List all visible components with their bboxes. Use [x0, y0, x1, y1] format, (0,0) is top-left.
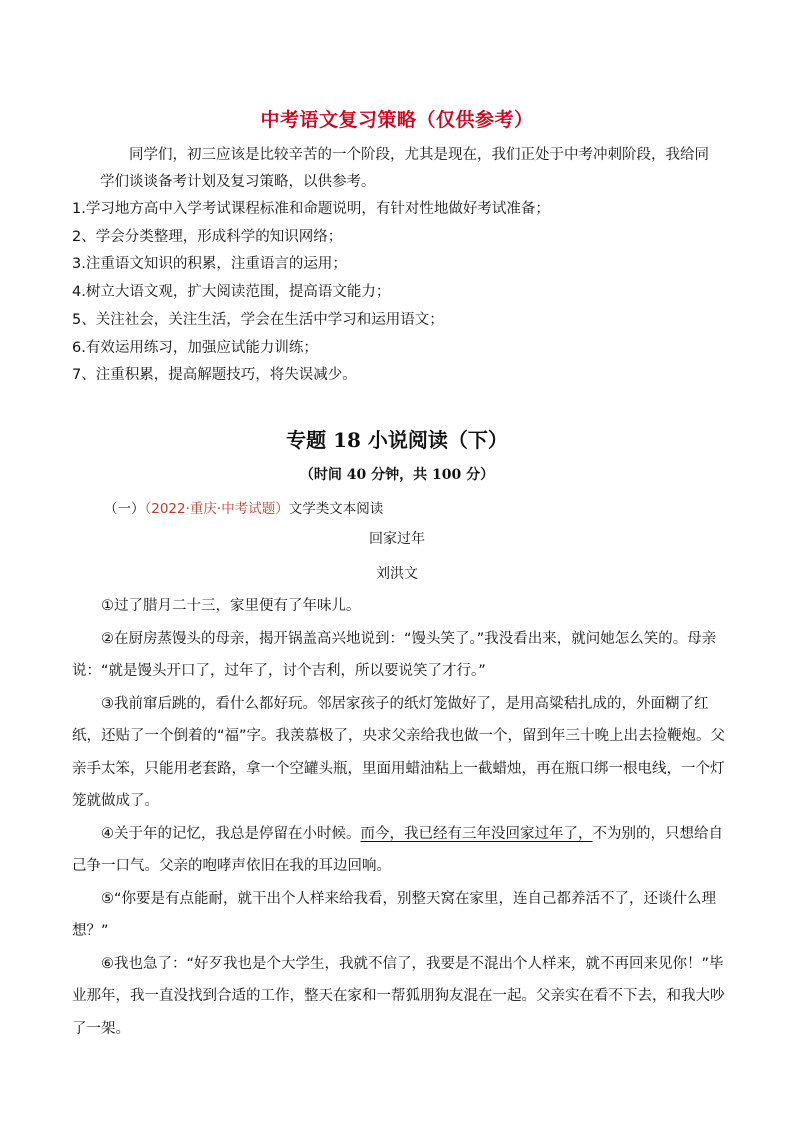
section-type: 文学类文本阅读	[288, 501, 384, 517]
paragraph-4-end: 不为别的，只想给自己争一口气。父亲的咆哮声依旧在我的耳边回响。	[72, 825, 723, 874]
story-author: 刘洪文	[376, 566, 418, 582]
paragraph-4-start: ④关于年的记忆，我总是停留在小时候。	[101, 825, 361, 842]
paragraph-3: ③我前窜后跳的，看什么都好玩。邻居家孩子的纸灯笼做好了，是用高粱秸扎成的，外面糊了红纸，还贴了一个倒着的“福”字。我羡慕极了，央求父亲给我也做一个，留到年三十晚上出去捡鞭炮。父亲手太笨，只能用老套路，拿一个空罐头瓶，里面用蜡油粘上一截蜡烛，再在瓶口绑一根电线，一个灯笼就做成了。	[72, 695, 726, 809]
paragraph-5: ⑤“你要是有点能耐，就干出个人样来给我看，别整天窝在家里，连自己都养活不了，还谈什么理想？”	[72, 890, 717, 939]
strategy-list	[72, 196, 732, 390]
paragraph-1: ①过了腊月二十三，家里便有了年味儿。	[101, 598, 361, 614]
strategy-item: 2、学会分类整理，形成科学的知识网络；	[72, 228, 343, 245]
exam-source: （2022·重庆·中考试题）	[144, 501, 289, 517]
strategy-item: 3.注重语文知识的积累，注重语言的运用；	[72, 256, 347, 273]
strategy-item: 5、关注社会，关注生活，学会在生活中学习和运用语文；	[72, 311, 444, 328]
section-number: （一）	[104, 501, 145, 517]
story-title: 回家过年	[369, 531, 425, 547]
section-heading	[104, 497, 383, 517]
strategy-item: 1.学习地方高中入学考试课程标准和命题说明，有针对性地做好考试准备；	[72, 201, 550, 217]
strategy-item: 6.有效运用练习，加强应试能力训练；	[72, 339, 318, 356]
time-note: （时间 40 分钟，共 100 分）	[299, 467, 495, 483]
strategy-title: 中考语文复习策略（仅供参考）	[260, 109, 534, 131]
story-body	[72, 590, 728, 1045]
topic-title: 专题 18 小说阅读（下）	[286, 428, 508, 452]
strategy-item: 7、注重积累，提高解题技巧，将失误减少。	[72, 367, 357, 384]
strategy-intro: 同学们，初三应该是比较辛苦的一个阶段，尤其是现在，我们正处于中考冲刺阶段，我给同学们谈谈备考计划及复习策略，以供参考。	[100, 147, 709, 190]
paragraph-6: ⑥我也急了：“好歹我也是个大学生，我就不信了，我要是不混出个人样来，就不再回来见你！”毕业那年，我一直没找到合适的工作，整天在家和一帮狐朋狗友混在一起。父亲实在看不下去，和我大吵了一架。	[72, 955, 725, 1037]
paragraph-2: ②在厨房蒸馒头的母亲，揭开锅盖高兴地说到：“馒头笑了。”我没看出来，就问她怎么笑的。母亲说：“就是馒头开口了，过年了，讨个吉利，所以要说笑了才行。”	[72, 630, 717, 679]
underlined-sentence: 而今，我已经有三年没回家过年了，	[360, 825, 593, 842]
paragraph-4	[72, 818, 728, 883]
strategy-item: 4.树立大语文观，扩大阅读范围，提高语文能力；	[72, 284, 391, 301]
